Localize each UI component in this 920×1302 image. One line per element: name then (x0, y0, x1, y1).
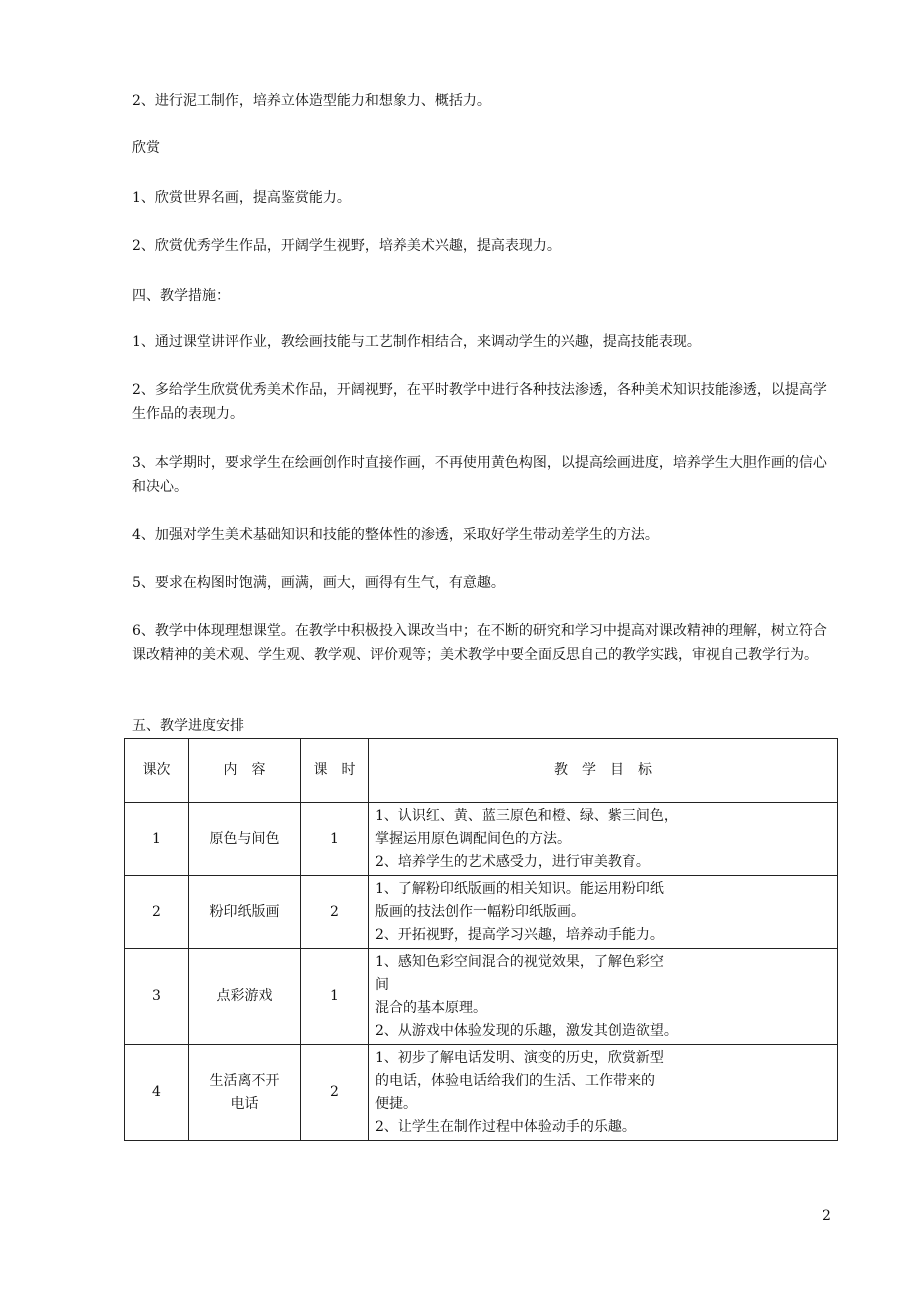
goal-line: 版画的技法创作一幅粉印纸版画。 (375, 903, 585, 920)
page-number: 2 (822, 1208, 831, 1224)
lesson-hours: 1 (301, 949, 369, 1045)
table-row (125, 1045, 838, 1141)
lesson-number: 2 (125, 876, 189, 949)
paragraph: 2、进行泥工制作，培养立体造型能力和想象力、概括力。 (132, 93, 491, 109)
lesson-number: 1 (125, 803, 189, 876)
goal-line: 的电话，体验电话给我们的生活、工作带来的 (375, 1072, 655, 1089)
paragraph: 1、通过课堂讲评作业，教绘画技能与工艺制作相结合，来调动学生的兴趣，提高技能表现。 (132, 334, 701, 350)
lesson-goals (369, 949, 838, 1045)
lesson-number: 4 (125, 1045, 189, 1141)
paragraph: 5、要求在构图时饱满，画满，画大，画得有生气，有意趣。 (132, 575, 505, 591)
table-row (125, 949, 838, 1045)
lesson-content: 原色与间色 (189, 803, 301, 876)
table-row (125, 803, 838, 876)
goal-line: 2、培养学生的艺术感受力，进行审美教育。 (375, 853, 650, 870)
table-header-row (125, 739, 838, 803)
section-heading-schedule: 五、教学进度安排 (132, 718, 244, 734)
table-row (125, 876, 838, 949)
header-content: 内 容 (189, 739, 301, 803)
lesson-content (189, 1045, 301, 1141)
schedule-table (124, 738, 838, 1141)
goal-line: 1、认识红、黄、蓝三原色和橙、绿、紫三间色， (375, 807, 678, 824)
goal-line: 2、从游戏中体验发现的乐趣，激发其创造欲望。 (375, 1022, 678, 1039)
paragraph: 1、欣赏世界名画，提高鉴赏能力。 (132, 190, 351, 206)
lesson-number: 3 (125, 949, 189, 1045)
goal-line: 间 (375, 976, 389, 993)
lesson-goals (369, 803, 838, 876)
section-heading-appreciation: 欣赏 (132, 140, 160, 156)
goal-line: 1、初步了解电话发明、演变的历史，欣赏新型 (375, 1049, 664, 1066)
goal-line: 1、感知色彩空间混合的视觉效果，了解色彩空 (375, 953, 664, 970)
lesson-hours: 1 (301, 803, 369, 876)
lesson-content: 粉印纸版画 (189, 876, 301, 949)
lesson-content-text: 生活离不开电话 (209, 1072, 280, 1112)
lesson-goals (369, 876, 838, 949)
lesson-hours: 2 (301, 876, 369, 949)
header-goals: 教 学 目 标 (369, 739, 838, 803)
goal-line: 掌握运用原色调配间色的方法。 (375, 830, 571, 847)
goal-line: 1、了解粉印纸版画的相关知识。能运用粉印纸 (375, 880, 664, 897)
header-lesson: 课次 (125, 739, 189, 803)
section-heading-measures: 四、教学措施： (132, 288, 230, 304)
paragraph: 2、多给学生欣赏优秀美术作品，开阔视野，在平时教学中进行各种技法渗透，各种美术知识技能渗透，以提高学生作品的表现力。 (132, 382, 827, 422)
goal-line: 便捷。 (375, 1095, 417, 1112)
goal-line: 2、让学生在制作过程中体验动手的乐趣。 (375, 1118, 636, 1135)
paragraph: 6、教学中体现理想课堂。在教学中积极投入课改当中；在不断的研究和学习中提高对课改精神的理解，树立符合课改精神的美术观、学生观、教学观、评价观等；美术教学中要全面反思自己的教学实践，审视自己教学行为。 (132, 623, 827, 663)
lesson-hours: 2 (301, 1045, 369, 1141)
goal-line: 混合的基本原理。 (375, 999, 487, 1016)
goal-line: 2、开拓视野，提高学习兴趣，培养动手能力。 (375, 926, 664, 943)
paragraph: 2、欣赏优秀学生作品，开阔学生视野，培养美术兴趣，提高表现力。 (132, 238, 561, 254)
paragraph: 4、加强对学生美术基础知识和技能的整体性的渗透，采取好学生带动差学生的方法。 (132, 527, 659, 543)
lesson-goals (369, 1045, 838, 1141)
paragraph: 3、本学期时，要求学生在绘画创作时直接作画，不再使用黄色构图，以提高绘画进度，培养学生大胆作画的信心和决心。 (132, 455, 827, 495)
lesson-content: 点彩游戏 (189, 949, 301, 1045)
header-hours: 课 时 (301, 739, 369, 803)
